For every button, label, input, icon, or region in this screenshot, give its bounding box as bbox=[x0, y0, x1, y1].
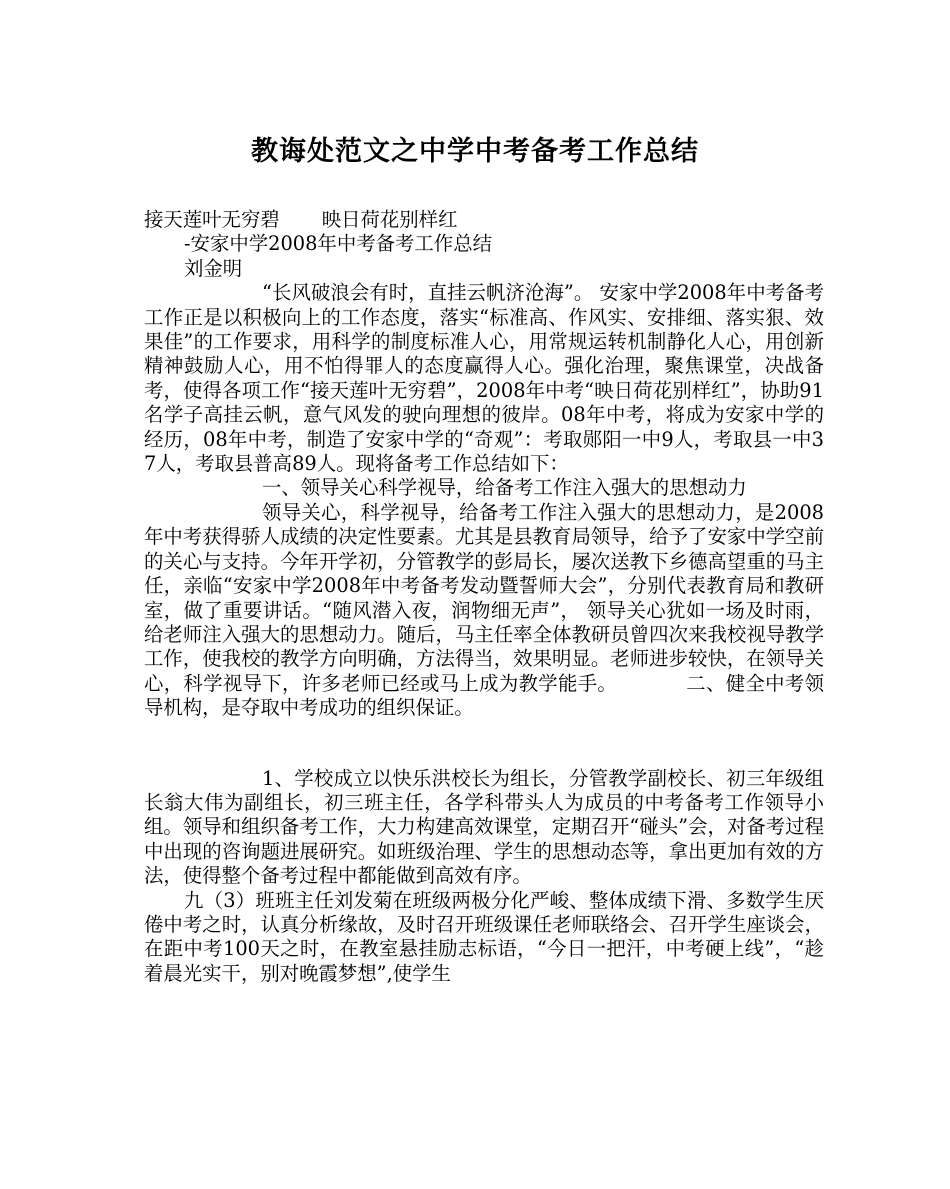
heading-line-2: -安家中学2008年中考备考工作总结 bbox=[184, 232, 492, 256]
section-heading-1: 一、领导关心科学视导，给备考工作注入强大的思想动力 bbox=[262, 476, 747, 500]
paragraph-section-1: 领导关心，科学视导，给备考工作注入强大的思想动力，是2008年中考获得骄人成绩的决定性要素。尤其是县教育局领导，给予了安家中学空前的关心与支持。今年开学初，分管教学的彭局长，屡次送教下乡德高望重的马主任，亲临“安家中学2008年中考备考发动暨誓师大会”，分别代表教育局和教研室，做了重要讲话。“随风潜入夜，润物细无声”， 领导关心犹如一场及时雨，给老师注入强大的思想动力。随后，马主任率全体教研员曾四次来我校视导教学工作，使我校的教学方向明确，方法得当，效果明显。老师进步较快，在领导关心，科学视导下，许多老师已经或马上成为教学能手。 二、健全中考领导机构，是夺取中考成功的组织保证。 bbox=[144, 500, 824, 720]
document-body bbox=[144, 208, 824, 986]
paragraph-section-2-item-1: 1、学校成立以快乐洪校长为组长，分管教学副校长、初三年级组长翁大伟为副组长，初三班主任，各学科带头人为成员的中考备考工作领导小组。领导和组织备考工作，大力构建高效课堂，定期召开“碰头”会，对备考过程中出现的咨询题进展研究。如班级治理、学生的思想动态等，拿出更加有效的方法，使得整个备考过程中都能做到高效有序。 bbox=[144, 766, 824, 888]
document-title: 教诲处范文之中学中考备考工作总结 bbox=[251, 136, 699, 167]
paragraph-intro: “长风破浪会有时，直挂云帆济沧海”。 安家中学2008年中考备考工作正是以积极向上的工作态度，落实“标准高、作风实、安排细、落实狠、效果佳”的工作要求，用科学的制度标准人心，用常规运转机制静化人心，用创新精神鼓励人心，用不怕得罪人的态度赢得人心。强化治理，聚焦课堂，决战备考，使得各项工作“接天莲叶无穷碧”，2008年中考“映日荷花别样红”，协助91名学子高挂云帆，意气风发的驶向理想的彼岸。08年中考，将成为安家中学的经历，08年中考，制造了安家中学的“奇观”：考取郧阳一中9人，考取县一中37人，考取县普高89人。现将备考工作总结如下： bbox=[144, 281, 824, 476]
heading-line-1-part-1: 接天莲叶无穷碧 bbox=[144, 208, 280, 231]
heading-line-1-part-2: 映日荷花别样红 bbox=[321, 208, 458, 231]
heading-line-1 bbox=[144, 208, 824, 232]
author-name: 刘金明 bbox=[184, 256, 243, 280]
paragraph-class-9-3: 九（3）班班主任刘发菊在班级两极分化严峻、整体成绩下滑、多数学生厌倦中考之时，认真分析缘故，及时召开班级课任老师联络会、召开学生座谈会，在距中考100天之时，在教室悬挂励志标语，“今日一把汗，中考硬上线”，“趁着晨光实干，别对晚霞梦想”,使学生 bbox=[144, 888, 824, 985]
